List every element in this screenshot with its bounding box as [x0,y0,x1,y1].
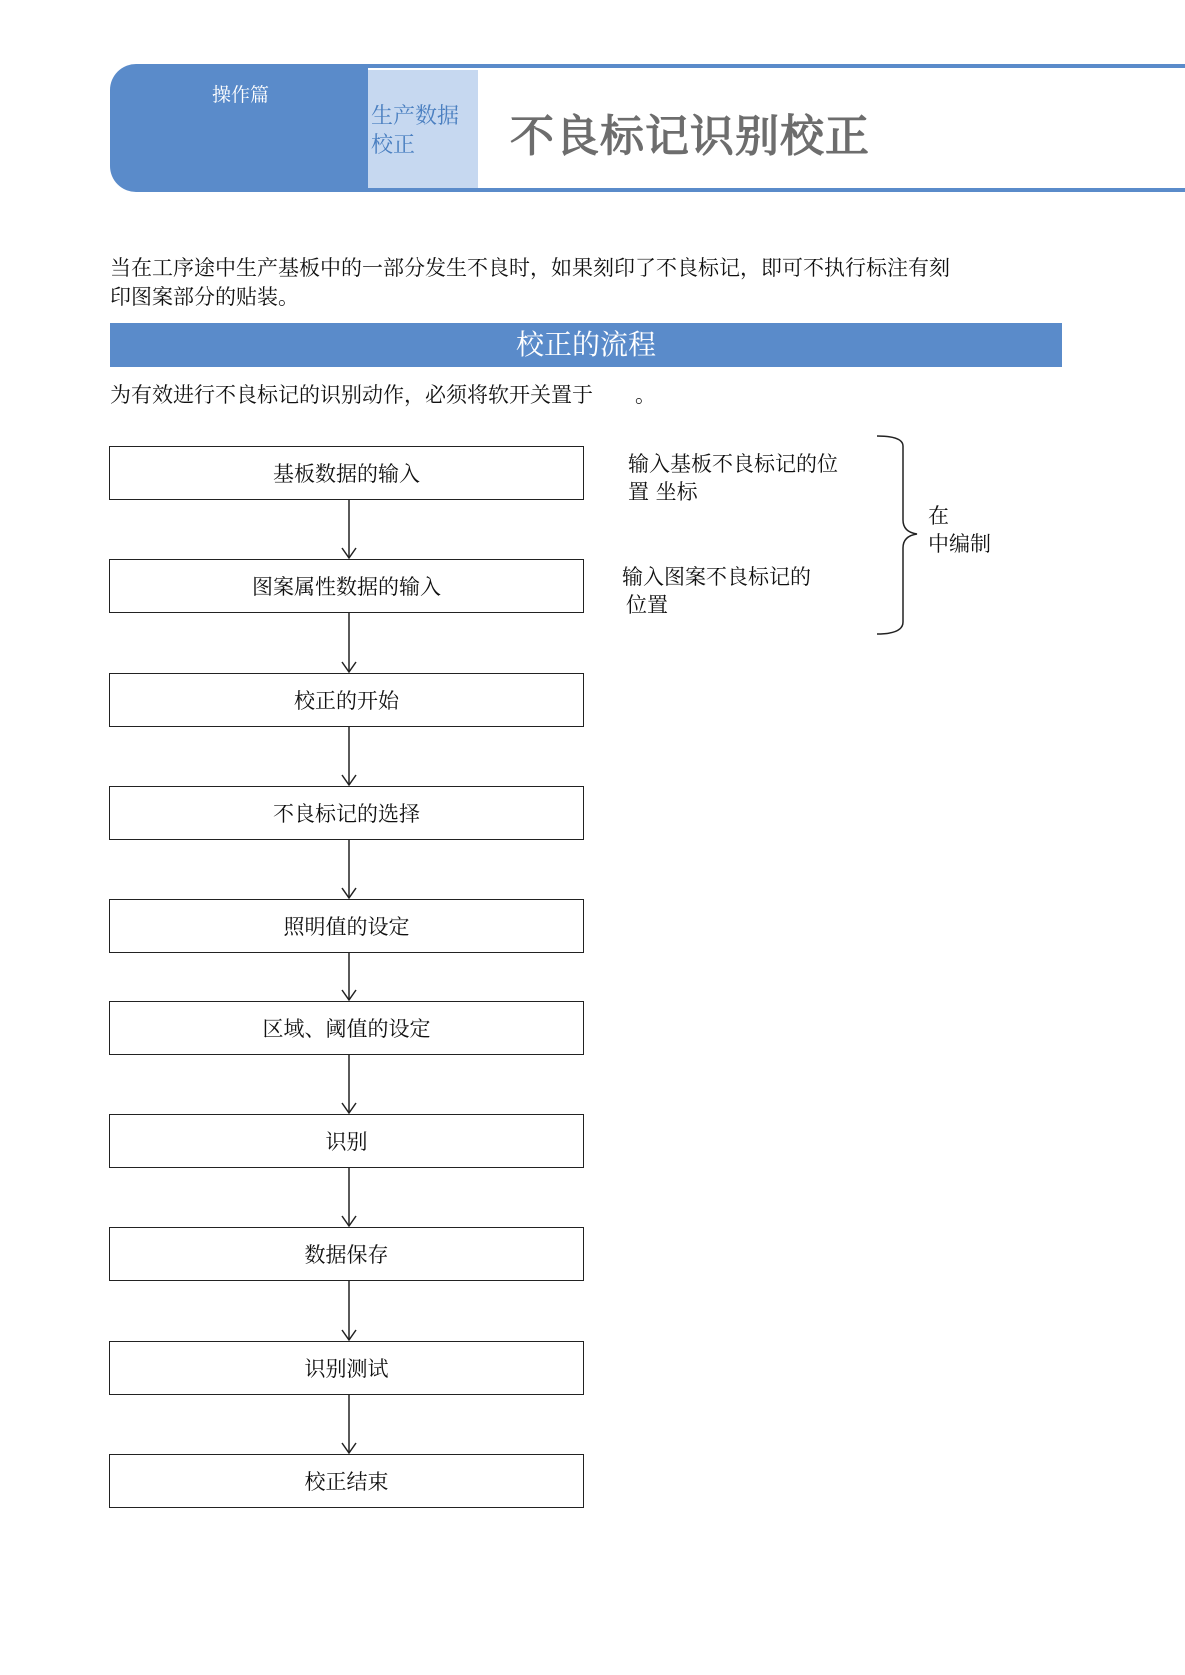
side-note-pattern-position [622,563,811,619]
arrow-8-9 [342,1281,356,1340]
side-note-2-line2: 位置 [626,593,668,617]
header-section-label: 操作篇 [212,84,270,106]
flow-step-9: 识别测试 [109,1341,584,1395]
softswitch-note: 为有效进行不良标记的识别动作，必须将软开关置于 。 [110,383,656,407]
flow-step-10: 校正结束 [109,1454,584,1508]
right-brace [877,436,917,634]
intro-line-2: 印图案部分的贴装。 [110,285,299,309]
page-title: 不良标记识别校正 [510,111,870,162]
header-sub-label-line2: 校正 [371,133,416,158]
flow-step-4: 不良标记的选择 [109,786,584,840]
arrow-2-3 [342,613,356,672]
side-note-2-line1: 输入图案不良标记的 [622,565,811,589]
flow-step-6: 区域、阈值的设定 [109,1001,584,1055]
arrow-3-4 [342,727,356,785]
section-heading: 校正的流程 [110,323,1062,367]
brace-label-line2: 中编制 [928,532,991,556]
header-sub-label-line1: 生产数据 [371,104,460,129]
flow-step-8: 数据保存 [109,1227,584,1281]
arrow-9-10 [342,1395,356,1453]
flow-step-1: 基板数据的输入 [109,446,584,500]
arrow-6-7 [342,1055,356,1113]
side-note-board-coords [628,450,838,506]
side-note-1-line1: 输入基板不良标记的位 [628,452,838,476]
brace-label-line1: 在 [928,504,949,528]
arrow-1-2 [342,500,356,558]
intro-line-1: 当在工序途中生产基板中的一部分发生不良时，如果刻印了不良标记，即可不执行标注有刻 [110,256,950,280]
flow-step-7: 识别 [109,1114,584,1168]
flow-step-3: 校正的开始 [109,673,584,727]
arrow-7-8 [342,1168,356,1226]
brace-label [928,502,991,558]
arrow-4-5 [342,840,356,898]
arrow-5-6 [342,953,356,1000]
flow-step-2: 图案属性数据的输入 [109,559,584,613]
flow-step-5: 照明值的设定 [109,899,584,953]
side-note-1-line2: 置 坐标 [628,480,698,504]
